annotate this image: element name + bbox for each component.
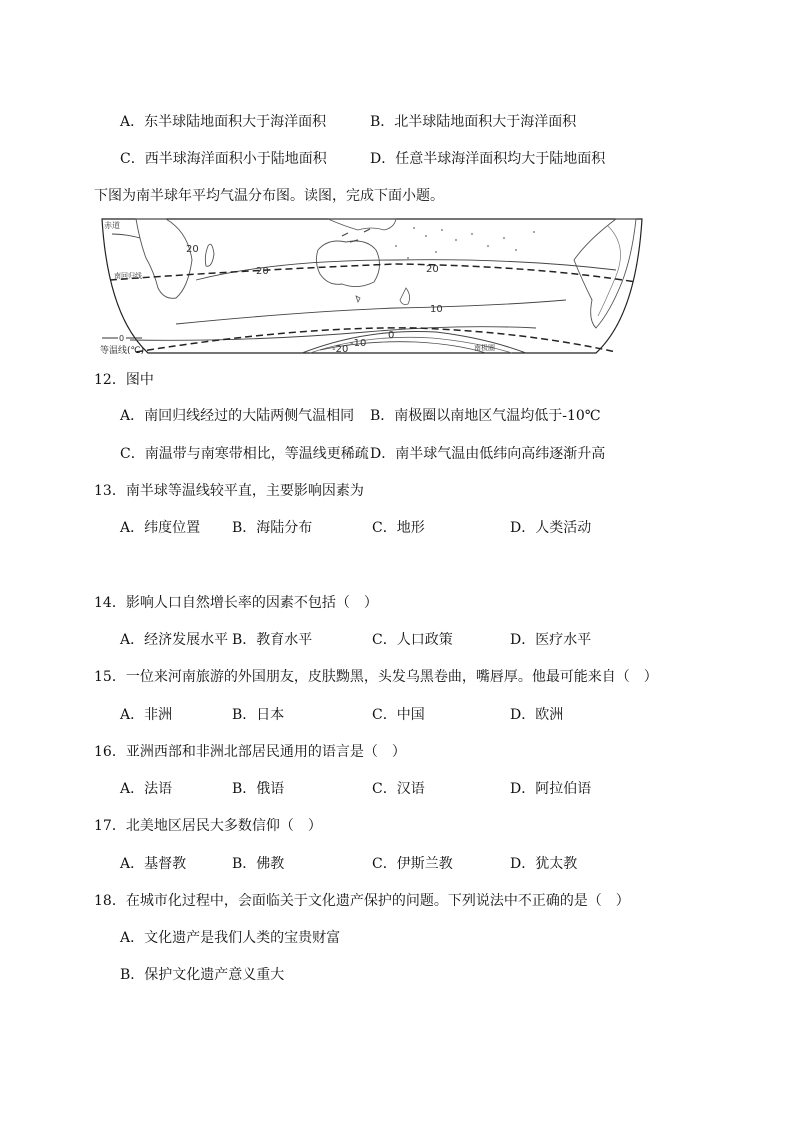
q17-option-d: D．犹太教 [510,856,578,872]
q13-option-b: B．海陆分布 [232,520,313,536]
legend-value: 0 [119,334,125,343]
isotherm-label-neg20: -20 [332,344,349,355]
q11-option-d: D．任意半球海洋面积均大于陆地面积 [370,151,606,167]
q16-stem: 16．亚洲西部和非洲北部居民通用的语言是（ ） [94,744,406,760]
isotherm-label-10: 10 [430,304,443,315]
q18-stem: 18．在城市化过程中，会面临关于文化遗产保护的问题。下列说法中不正确的是（ ） [94,893,630,909]
legend-label: 等温线(℃) [100,346,145,356]
q14-option-c: C．人口政策 [372,632,453,648]
q14-option-a: A．经济发展水平 [120,632,229,648]
q17-option-a: A．基督教 [120,856,187,872]
q11-option-c: C．西半球海洋面积小于陆地面积 [120,151,327,167]
isotherm-label-0: 0 [388,330,395,341]
q13-stem: 13．南半球等温线较平直，主要影响因素为 [94,483,364,499]
q15-option-a: A．非洲 [120,707,173,723]
q16-option-d: D．阿拉伯语 [510,781,592,797]
q17-stem: 17．北美地区居民大多数信仰（ ） [94,818,322,834]
q18-option-a: A．文化遗产是我们人类的宝贵财富 [120,930,341,946]
q12-option-a: A．南回归线经过的大陆两侧气温相同 [120,408,355,424]
southern-hemisphere-temperature-map [96,216,648,356]
q18-option-b: B．保护文化遗产意义重大 [120,967,285,983]
q15-option-c: C．中国 [372,707,425,723]
q11-option-a: A．东半球陆地面积大于海洋面积 [120,114,327,130]
q15-stem: 15．一位来河南旅游的外国朋友，皮肤黝黑，头发乌黑卷曲，嘴唇厚。他最可能来自（ ） [94,669,658,685]
isotherm-label-20-mid: 20 [256,266,269,277]
q14-option-b: B．教育水平 [232,632,313,648]
q16-option-c: C．汉语 [372,781,425,797]
q16-option-b: B．俄语 [232,781,285,797]
equator-label: 赤道 [104,221,120,230]
q15-option-d: D．欧洲 [510,707,564,723]
q12-option-d: D．南半球气温由低纬向高纬逐渐升高 [370,446,606,462]
q16-option-a: A．法语 [120,781,173,797]
q13-option-a: A．纬度位置 [120,520,201,536]
q14-option-d: D．医疗水平 [510,632,592,648]
isotherm-label-20-left: 20 [186,244,199,255]
q13-option-d: D．人类活动 [510,520,592,536]
q11-option-b: B．北半球陆地面积大于海洋面积 [370,114,577,130]
map-intro-text: 下图为南半球年平均气温分布图。读图，完成下面小题。 [94,188,444,204]
q15-option-b: B．日本 [232,707,285,723]
tropic-label: 南回归线 [114,272,142,280]
isotherm-label-20-right: 20 [426,264,439,275]
q17-option-b: B．佛教 [232,856,285,872]
antarctic-circle-label: 南极圈 [474,344,495,352]
isotherm-label-neg10: -10 [350,338,367,349]
q12-option-c: C．南温带与南寒带相比，等温线更稀疏 [120,446,369,462]
q13-option-c: C．地形 [372,520,425,536]
q12-stem: 12．图中 [94,372,154,388]
q14-stem: 14．影响人口自然增长率的因素不包括（ ） [94,595,378,611]
q12-option-b: B．南极圈以南地区气温均低于-10℃ [370,408,601,424]
q17-option-c: C．伊斯兰教 [372,856,453,872]
